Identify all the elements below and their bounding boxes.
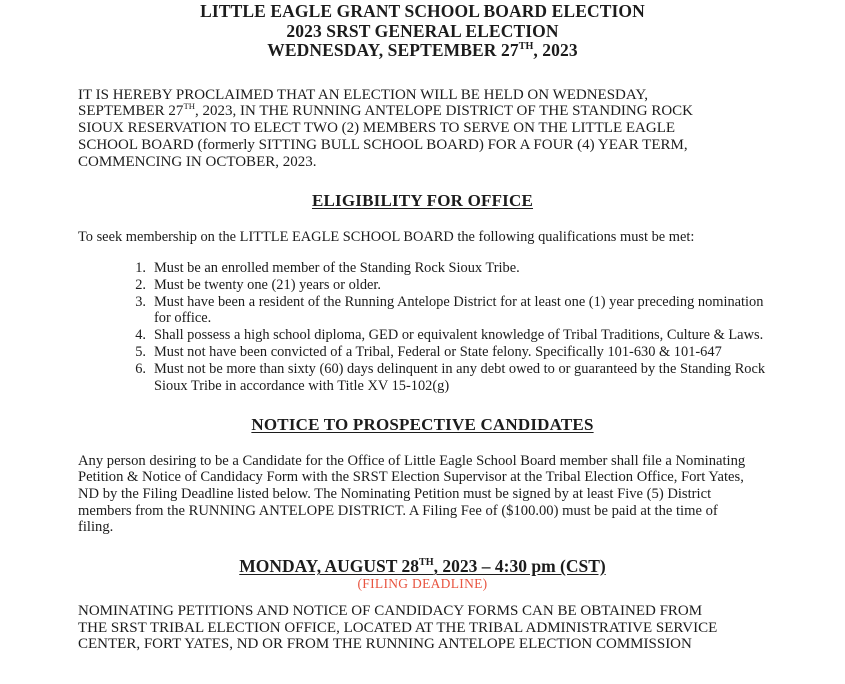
proclamation-date-ordinal: TH [183, 101, 196, 112]
filing-deadline-underlined [239, 556, 605, 576]
filing-deadline-pre: MONDAY, AUGUST 28 [239, 555, 419, 576]
candidates-notice-line-3: ND by the Filing Deadline listed below. The Nominating Petition must be signed by at least Five (5) District [78, 486, 712, 503]
forms-notice-paragraph [78, 603, 767, 653]
eligibility-intro: To seek membership on the LITTLE EAGLE SCHOOL BOARD the following qualifications must be met: [78, 229, 695, 246]
proclamation-date-post: , 2023, IN THE RUNNING ANTELOPE DISTRICT OF THE STANDING ROCK [195, 103, 693, 120]
list-item: Must not have been convicted of a Tribal, Federal or State felony. Specifically 101-630 & 101-647 [154, 344, 722, 361]
eligibility-heading-text: ELIGIBILITY FOR OFFICE [311, 191, 534, 211]
eligibility-requirements-list [78, 260, 767, 395]
document-header [78, 0, 767, 61]
eligibility-heading [78, 191, 767, 211]
proclamation-line-3: SIOUX RESERVATION TO ELECT TWO (2) MEMBERS TO SERVE ON THE LITTLE EAGLE [78, 120, 676, 137]
list-item: Must have been a resident of the Running Antelope District for at least one (1) year preceding nomination for office. [154, 293, 764, 327]
forms-notice-line-3: CENTER, FORT YATES, ND OR FROM THE RUNNING ANTELOPE ELECTION COMMISSION [78, 636, 692, 653]
proclamation-date-pre: SEPTEMBER 27 [78, 103, 184, 120]
header-line-title: LITTLE EAGLE GRANT SCHOOL BOARD ELECTION [200, 1, 645, 21]
proclamation-paragraph [78, 87, 767, 171]
filing-deadline-post: , 2023 – 4:30 pm (CST) [433, 555, 606, 576]
candidates-notice-heading [78, 415, 767, 435]
filing-deadline-date [78, 556, 767, 576]
proclamation-line-4: SCHOOL BOARD (formerly SITTING BULL SCHOOL BOARD) FOR A FOUR (4) YEAR TERM, [78, 136, 688, 153]
header-date-post: , 2023 [533, 40, 578, 60]
proclamation-line-2 [78, 103, 767, 120]
proclamation-line-5: COMMENCING IN OCTOBER, 2023. [78, 153, 317, 170]
candidates-notice-paragraph [78, 453, 767, 536]
list-item: Must not be more than sixty (60) days delinquent in any debt owed to or guaranteed by the Standing Rock Sioux Tribe in accordance with Title XV 15-102(g) [154, 361, 766, 394]
header-date-pre: WEDNESDAY, SEPTEMBER 27 [267, 40, 519, 60]
header-date-ordinal: TH [518, 41, 534, 53]
list-item: Must be twenty one (21) years or older. [154, 276, 381, 293]
candidates-notice-line-2: Petition & Notice of Candidacy Form with the SRST Election Supervisor at the Tribal Election Office, Fort Yates, [78, 469, 744, 486]
filing-deadline-ordinal: TH [419, 557, 434, 569]
forms-notice-line-1: NOMINATING PETITIONS AND NOTICE OF CANDIDACY FORMS CAN BE OBTAINED FROM [78, 602, 703, 619]
candidates-notice-line-4: members from the RUNNING ANTELOPE DISTRICT. A Filing Fee of ($100.00) must be paid at the time of [78, 502, 718, 519]
candidates-notice-line-1: Any person desiring to be a Candidate for the Office of Little Eagle School Board member shall file a Nominating [78, 452, 746, 469]
filing-deadline-label: (FILING DEADLINE) [357, 575, 488, 591]
list-item: Must be an enrolled member of the Standing Rock Sioux Tribe. [154, 259, 520, 276]
header-line-election: 2023 SRST GENERAL ELECTION [286, 20, 559, 41]
candidates-notice-line-5: filing. [78, 519, 114, 536]
forms-notice-line-2: THE SRST TRIBAL ELECTION OFFICE, LOCATED AT THE TRIBAL ADMINISTRATIVE SERVICE [78, 619, 718, 636]
candidates-notice-heading-text: NOTICE TO PROSPECTIVE CANDIDATES [251, 414, 594, 434]
header-line-date [78, 41, 767, 61]
list-item: Shall possess a high school diploma, GED or equivalent knowledge of Tribal Traditions, Culture & Laws. [154, 327, 764, 344]
proclamation-line-1: IT IS HEREBY PROCLAIMED THAT AN ELECTION WILL BE HELD ON WEDNESDAY, [78, 86, 648, 103]
